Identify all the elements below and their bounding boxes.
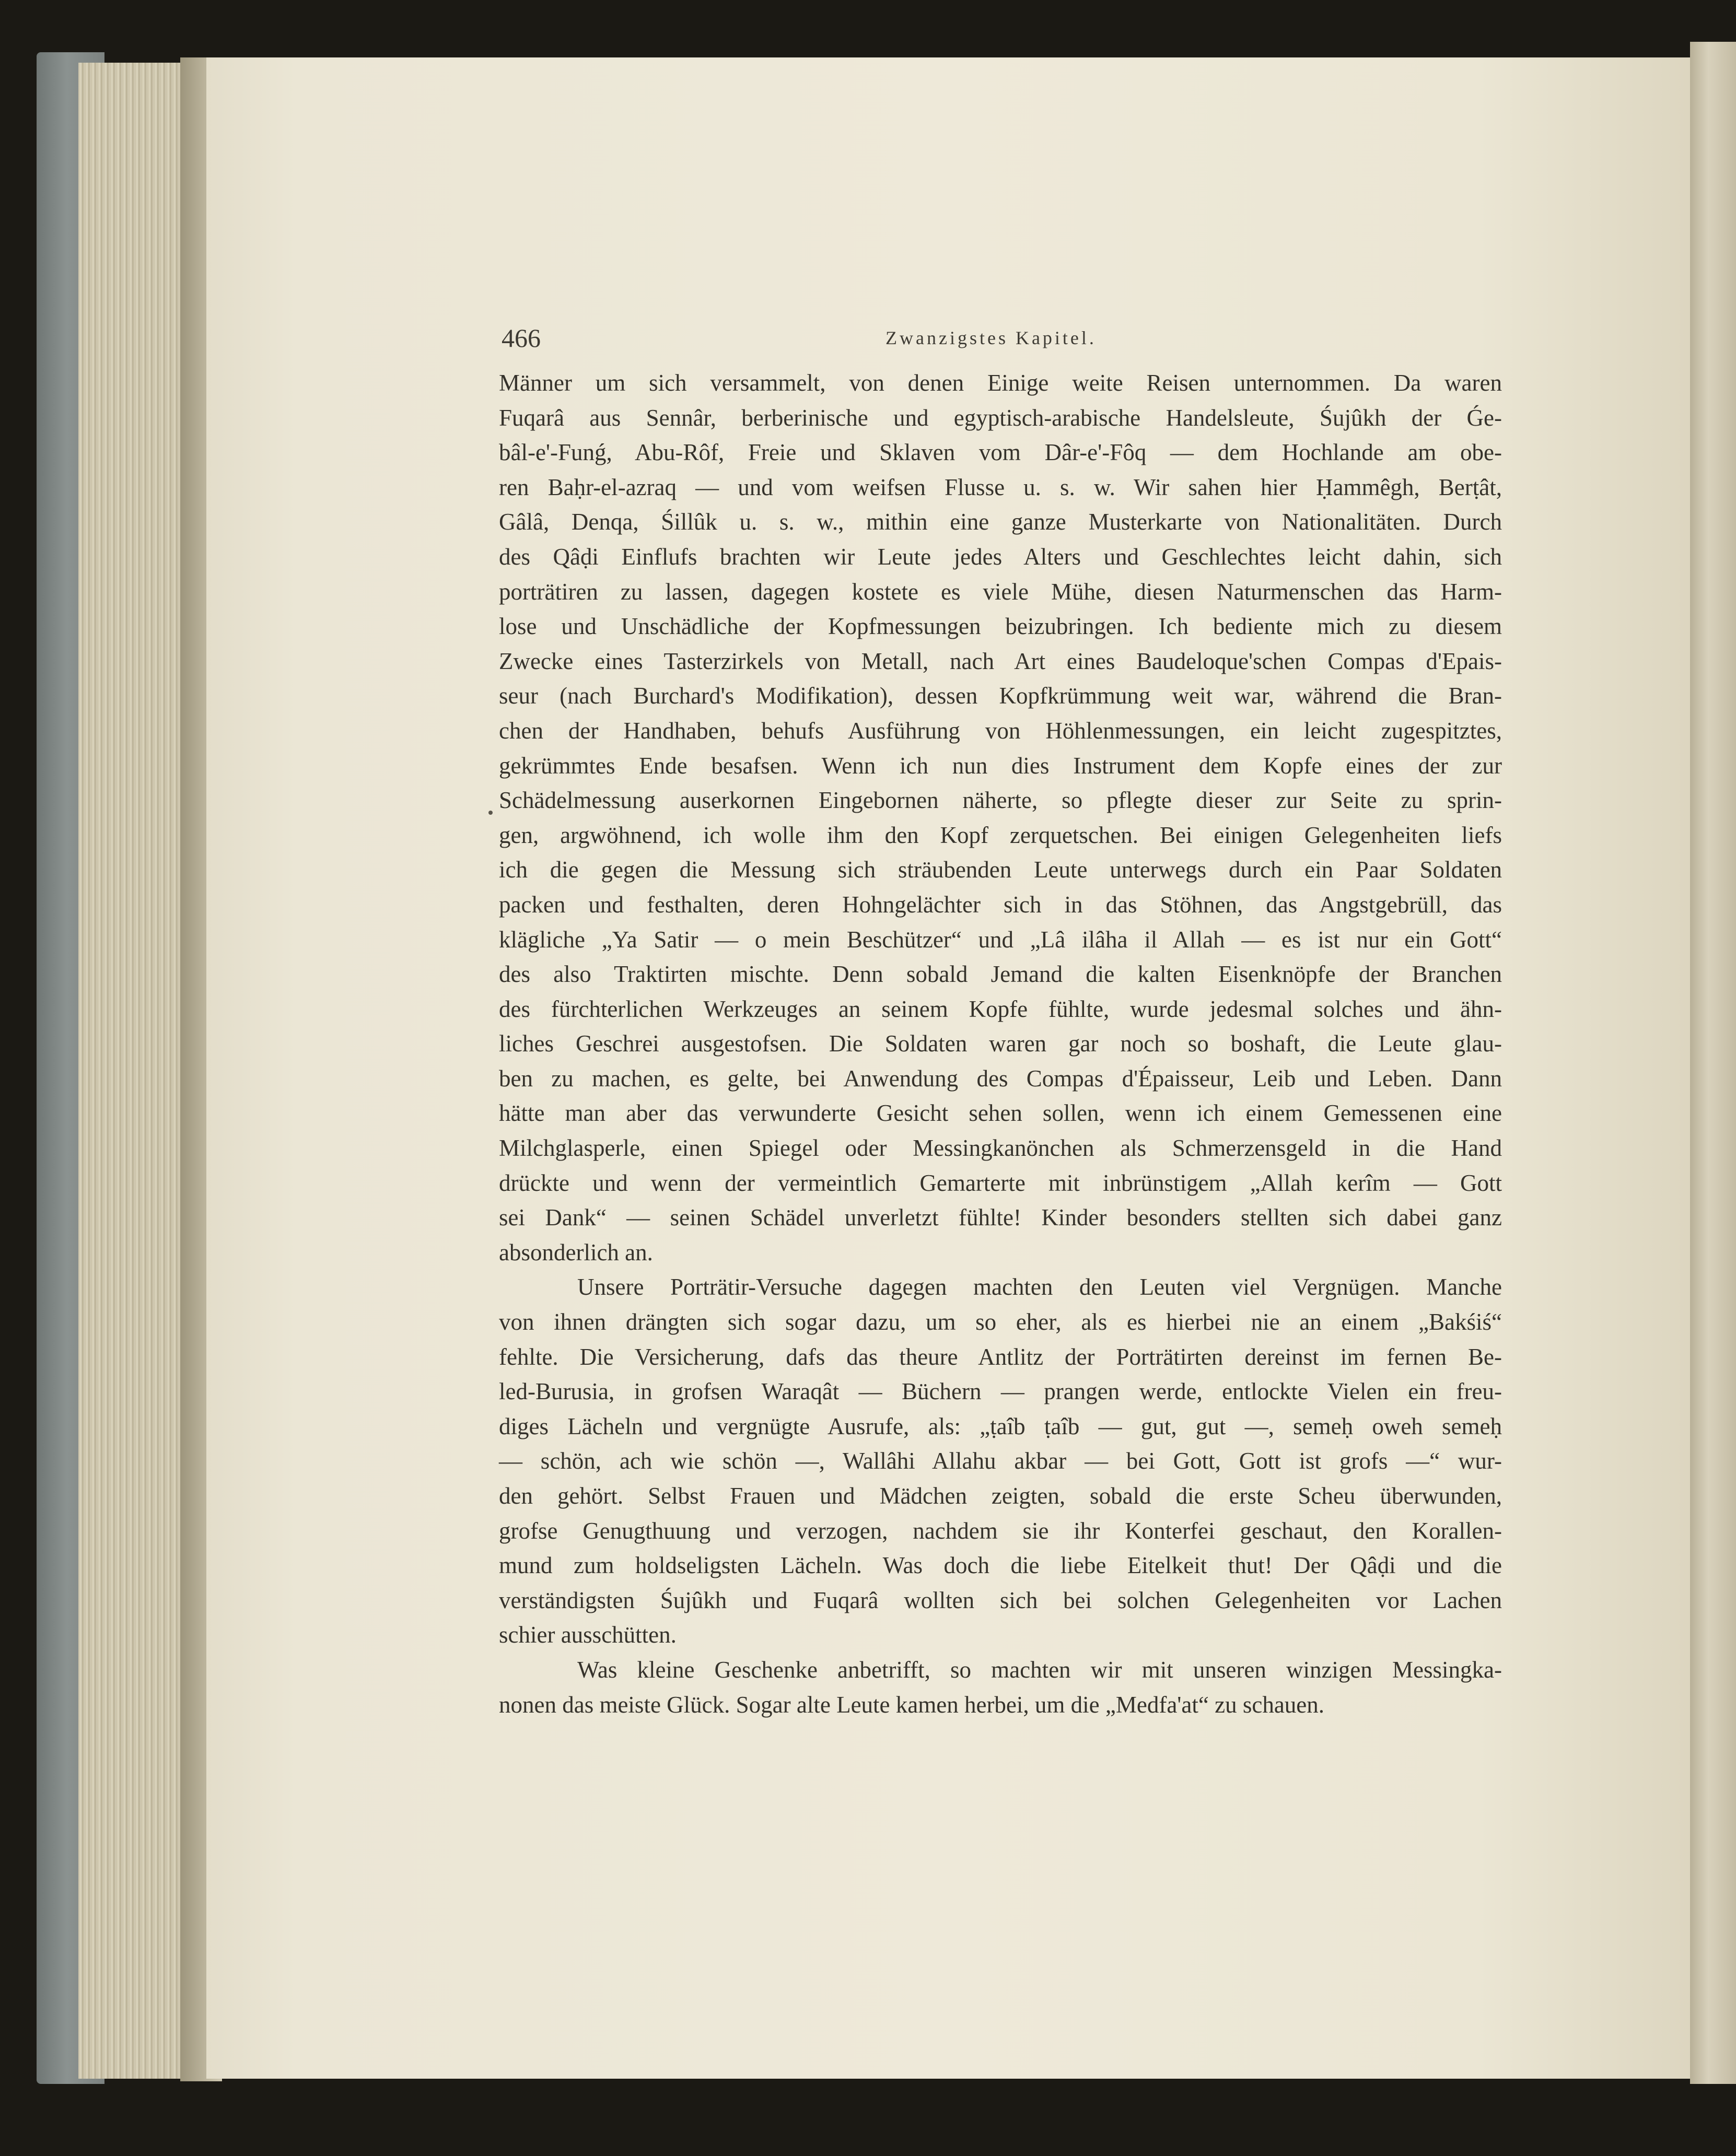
text-line: klägliche „Ya Satir — o mein Beschützer“ und „Lâ ilâha il Allah — es ist nur ein Gott“ [499, 926, 1502, 953]
text-line: chen der Handhaben, behufs Ausführung von Höhlenmessungen, ein leicht zugespitztes, [499, 717, 1502, 744]
text-line: den gehört. Selbst Frauen und Mädchen zeigten, sobald die erste Scheu überwunden, [499, 1483, 1502, 1509]
text-line: drückte und wenn der vermeintlich Gemarterte mit inbrünstigem „Allah kerîm — Gott [499, 1169, 1502, 1196]
page-number: 466 [502, 323, 541, 353]
running-head: Zwanzigstes Kapitel. [886, 327, 1097, 348]
text-line: schier ausschütten. [499, 1622, 677, 1648]
text-line: absonderlich an. [499, 1239, 653, 1266]
text-line: grofse Genugthuung und verzogen, nachdem sie ihr Konterfei geschaut, den Korallen- [499, 1517, 1502, 1544]
text-line: ich die gegen die Messung sich sträubenden Leute unterwegs durch ein Paar Soldaten [499, 857, 1502, 883]
text-line: Zwecke eines Tasterzirkels von Metall, nach Art eines Baudeloque'schen Compas d'Epais- [499, 648, 1502, 674]
text-line: Fuqarâ aus Sennâr, berberinische und egyptisch-arabische Handelsleute, Śujûkh der Ǵe- [499, 404, 1502, 431]
text-line: sei Dank“ — seinen Schädel unverletzt fühlte! Kinder besonders stellten sich dabei ganz [499, 1204, 1502, 1231]
text-line: Was kleine Geschenke anbetrifft, so machten wir mit unseren winzigen Messingka- [577, 1656, 1502, 1683]
margin-dot [488, 811, 493, 815]
text-line: packen und festhalten, deren Hohngelächter sich in das Stöhnen, das Angstgebrüll, das [499, 891, 1502, 918]
text-line: Milchglasperle, einen Spiegel oder Messingkanönchen als Schmerzensgeld in die Hand [499, 1135, 1502, 1162]
text-line: verständigsten Śujûkh und Fuqarâ wollten sich bei solchen Gelegenheiten vor Lachen [499, 1587, 1502, 1613]
paragraph [499, 1653, 1502, 1722]
text-line: Unsere Porträtir-Versuche dagegen machten den Leuten viel Vergnügen. Manche [577, 1274, 1502, 1300]
text-line: porträtiren zu lassen, dagegen kostete es viele Mühe, diesen Naturmenschen das Harm- [499, 578, 1502, 605]
text-line: mund zum holdseligsten Lächeln. Was doch die liebe Eitelkeit thut! Der Qâḍi und die [499, 1552, 1502, 1579]
text-line: — schön, ach wie schön —, Wallâhi Allahu akbar — bei Gott, Gott ist grofs —“ wur- [499, 1448, 1502, 1474]
text-line: Gâlâ, Denqa, Śillûk u. s. w., mithin eine ganze Musterkarte von Nationalitäten. Durch [499, 509, 1502, 535]
text-line: Schädelmessung auserkornen Eingebornen näherte, so pflegte dieser zur Seite zu sprin- [499, 787, 1502, 814]
text-line: gen, argwöhnend, ich wolle ihm den Kopf zerquetschen. Bei einigen Gelegenheiten liefs [499, 822, 1502, 848]
text-line: lose und Unschädliche der Kopfmessungen beizubringen. Ich bediente mich zu diesem [499, 613, 1502, 640]
text-line: hätte man aber das verwunderte Gesicht sehen sollen, wenn ich einem Gemessenen eine [499, 1100, 1502, 1127]
text-line: des also Traktirten mischte. Denn sobald Jemand die kalten Eisenknöpfe der Branchen [499, 961, 1502, 988]
text-line: led-Burusia, in grofsen Waraqât — Büchern — prangen werde, entlockte Vielen ein freu- [499, 1378, 1502, 1405]
facing-page-edge [1690, 42, 1736, 2084]
text-line: liches Geschrei ausgestofsen. Die Soldaten waren gar noch so boshaft, die Leute glau- [499, 1030, 1502, 1057]
text-line: gekrümmtes Ende besafsen. Wenn ich nun dies Instrument dem Kopfe eines der zur [499, 752, 1502, 779]
body-text [499, 366, 1502, 1722]
paragraph [499, 366, 1502, 1270]
text-line: nonen das meiste Glück. Sogar alte Leute kamen herbei, um die „Medfa'at“ zu schauen. [499, 1691, 1325, 1718]
paragraph [499, 1270, 1502, 1653]
text-line: des Qâḍi Einflufs brachten wir Leute jedes Alters und Geschlechtes leicht dahin, sich [499, 543, 1502, 570]
text-line: des fürchterlichen Werkzeuges an seinem Kopfe fühlte, wurde jedesmal solches und ähn- [499, 995, 1502, 1022]
text-line: seur (nach Burchard's Modifikation), dessen Kopfkrümmung weit war, während die Bran- [499, 683, 1502, 709]
text-line: bâl-e'-Funǵ, Abu-Rôf, Freie und Sklaven vom Dâr-e'-Fôq — dem Hochlande am obe- [499, 439, 1502, 466]
text-line: ben zu machen, es gelte, bei Anwendung des Compas d'Épaisseur, Leib und Leben. Dann [499, 1065, 1502, 1092]
text-line: von ihnen drängten sich sogar dazu, um so eher, als es hierbei nie an einem „Bakśiś“ [499, 1309, 1502, 1335]
text-line: diges Lächeln und vergnügte Ausrufe, als: „ṭaîb ṭaîb — gut, gut —, semeḥ oweh semeḥ [499, 1413, 1502, 1439]
text-line: ren Baḥr-el-azraq — und vom weifsen Flusse u. s. w. Wir sahen hier Ḥammêgh, Berṭât, [499, 474, 1502, 500]
text-line: Männer um sich versammelt, von denen Einige weite Reisen unternommen. Da waren [499, 370, 1502, 396]
page-header [502, 323, 1113, 354]
text-line: fehlte. Die Versicherung, dafs das theure Antlitz der Porträtirten dereinst im fernen Be- [499, 1343, 1502, 1370]
